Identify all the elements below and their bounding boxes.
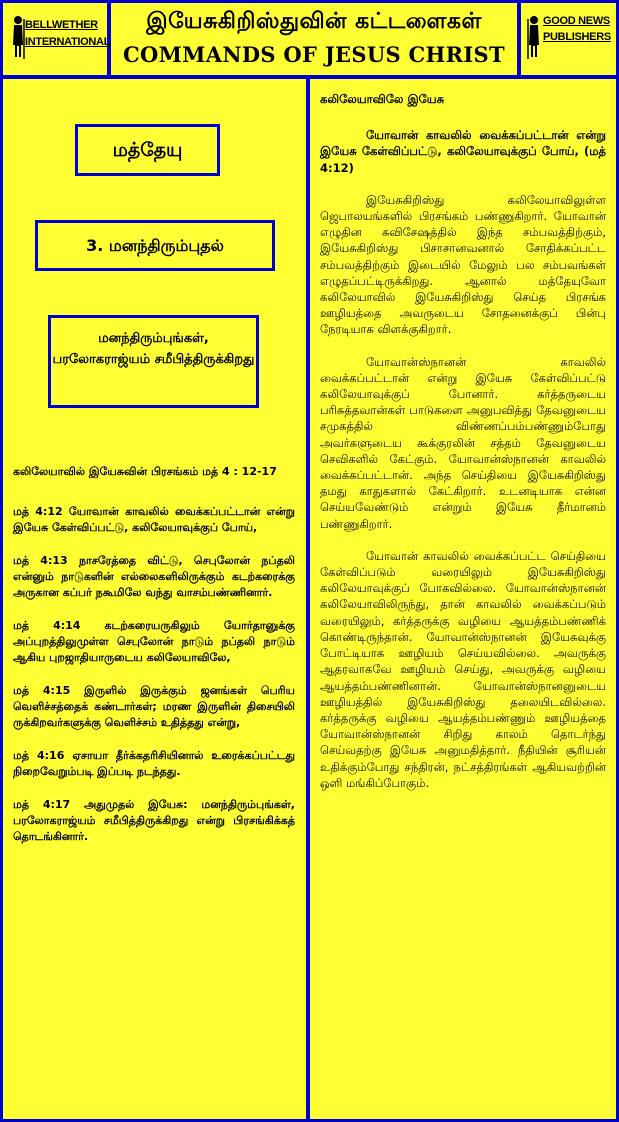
logo-line-1: GOOD NEWS: [543, 15, 610, 27]
logo-line-1: BELLWETHER: [25, 19, 98, 31]
commentary-paragraph: [320, 354, 606, 532]
verse: மத் 4:12 யோவான் காவலில் வைக்கப்பட்டான் என்று இயேசு கேள்விப்பட்டு, கலிலேயாவுக்குப் போய்,: [13, 505, 295, 534]
commentary: [320, 91, 606, 807]
section-title: கலிலேயாவில் இயேசுவின் பிரசங்கம் மத் 4 : 12-17: [13, 465, 277, 478]
paragraph-text: யோவான் காவலில் வைக்கப்பட்ட செய்தியை கேள்விப்படும் வரையிலும் இயேசுகிறிஸ்து கலிலேயாவுக்குப் போகவில்லை. யோவான்ஸ்நானன் கலிலேயாவிலிருந்து, தான் காவலில் வைக்கப்படும் வரையிலும், கர்த்தருக்கு வழியை ஆயத்தம்பண்ணிக் கொண்டிருந்தான். யோவான்ஸ்நானன் இயேசுவுக்கு போட்டியாக ஊழியம் செய்யவில்லை. அவருக்கு ஆதரவாகவே ஊழியம் செய்து, அவருக்கு வழியை ஆயத்தம்பண்ணினான். யோவான்ஸ்நானனுடைய ஊழியத்தில் இயேசுகிறிஸ்து தலையிடவில்லை. கர்த்தருக்கு வழியை ஆயத்தம்பண்ணும் ஊழியத்தை யோவான்ஸ்நானன் சிறிது காலம் தொடர்ந்து செய்வதற்கு இயேசு அனுமதித்தார். நீதியின் சூரியன் உதிக்கும்போது சந்திரன், நட்சத்திரங்கள் ஆகியவற்றின் ஒளி மங்கிப்போகும்.: [320, 548, 606, 790]
chapter-title: 3. மனந்திரும்புதல்: [35, 220, 275, 271]
verse: மத் 4:14 கடற்கரையருகிலும் யோர்தானுக்கு அப்புறத்திலுமுள்ள செபுலோன் நாடும் நப்தலி நாடும் ஆகிய புறஜாதியாருடைய கலிலேயாவிலே,: [13, 619, 295, 664]
paragraph-text: இயேசுகிறிஸ்து கலிலேயாவிலுள்ள ஜெபாலயங்களில் பிரசங்கம் பண்ணுகிறார். யோவான் எழுதின சுவிசேஷத்தில் இந்த சம்பவத்திற்கும், இயேசுகிறிஸ்து பிசாசானவனால் சோதிக்கப்பட்ட சம்பவத்திற்கும் இடையில் மேலும் பல சம்பவங்கள் எழுதப்பட்டிருக்கிறது. ஆனால் மத்தேயுவோ கலிலேயாவில் இயேசுகிறிஸ்து செய்த பிரசங்க ஊழியத்தை அவருடைய சோதனைக்குப் பின்பு நேரடியாக விளக்குகிறார்.: [320, 192, 606, 337]
title-english: COMMANDS OF JESUS CHRIST: [123, 42, 505, 67]
title-tamil: இயேசுகிறிஸ்துவின் கட்டளைகள்: [146, 9, 482, 34]
verse: மத் 4:17 அதுமுதல் இயேசு: மனந்திரும்புங்கள், பரலோகராஜ்யம் சமீபித்திருக்கிறது என்று பிரசங்கிக்கத் தொடங்கினார்.: [13, 798, 295, 843]
verse: மத் 4:16 ஏசாயா தீர்க்கதரிசியினால் உரைக்கப்பட்டது நிறைவேறும்படி இப்படி நடந்தது.: [13, 749, 295, 778]
shepherd-figure-icon: [11, 15, 25, 59]
verse: மத் 4:15 இருளில் இருக்கும் ஜனங்கள் பெரிய வெளிச்சத்தைக் கண்டார்கள்; மரண இருளின் திசையிலி ருக்கிறவர்களுக்கு வெளிச்சம் உதித்தது என்று,: [13, 684, 295, 729]
quote-paragraph: [320, 127, 606, 176]
commentary-paragraph: [320, 548, 606, 791]
book-title: மத்தேயு: [75, 124, 220, 176]
scripture-section: [13, 464, 295, 862]
shepherd-figure-icon: [527, 15, 541, 59]
logo-line-2: PUBLISHERS: [543, 31, 611, 43]
paragraph-text: யோவான்ஸ்நானன் காவலில் வைக்கப்பட்டான் என்று இயேசு கேள்விப்பட்டு கலிலேயாவுக்குப் போனார். கர்த்தருடைய பரிசுத்தவான்கள் பாடுகளை அனுபவித்து தேவனுடைய சமுகத்தில் விண்ணப்பம்பண்ணும்போது அவர்களுடைய கூக்குரலின் சத்தம் தேவனுடைய செவிகளில் கேட்கும். யோவான்ஸ்நானன் காவலில் வைக்கப்பட்டான். அந்த செய்தியை இயேசுகிறிஸ்து தமது காதுகளால் கேட்கிறார். உடனடியாக என்ன செய்யவேண்டும் என்றும் இயேசு தீர்மானம் பண்ணுகிறார்.: [320, 354, 606, 531]
verse: மத் 4:13 நாசரேத்தை விட்டு, செபுலோன் நப்தலி என்னும் நாடுகளின் எல்லைகளிலிருக்கும் கடற்கரைக்கு அருகான கப்பர் நகூமிலே வந்து வாசம்பண்ணினார்.: [13, 554, 295, 599]
commentary-heading: கலிலேயாவிலே இயேசு: [320, 92, 445, 106]
good-news-logo-panel: [521, 3, 616, 75]
title-panel: [111, 3, 517, 75]
good-news-logo-text: [543, 13, 611, 45]
chapter-subtitle: மனந்திரும்புங்கள், பரலோகராஜ்யம் சமீபித்திருக்கிறது: [48, 315, 259, 408]
logo-line-2: INTERNATIONAL: [25, 36, 111, 48]
bellwether-logo-panel: [3, 3, 111, 75]
bellwether-logo-text: [25, 17, 110, 51]
commentary-paragraph: [320, 192, 606, 338]
right-column: [310, 79, 616, 1119]
left-column: [3, 79, 306, 1119]
opening-quote: யோவான் காவலில் வைக்கப்பட்டான் என்று இயேசு கேள்விப்பட்டு, கலிலேயாவுக்குப் போய், (மத் 4:12): [320, 128, 606, 175]
